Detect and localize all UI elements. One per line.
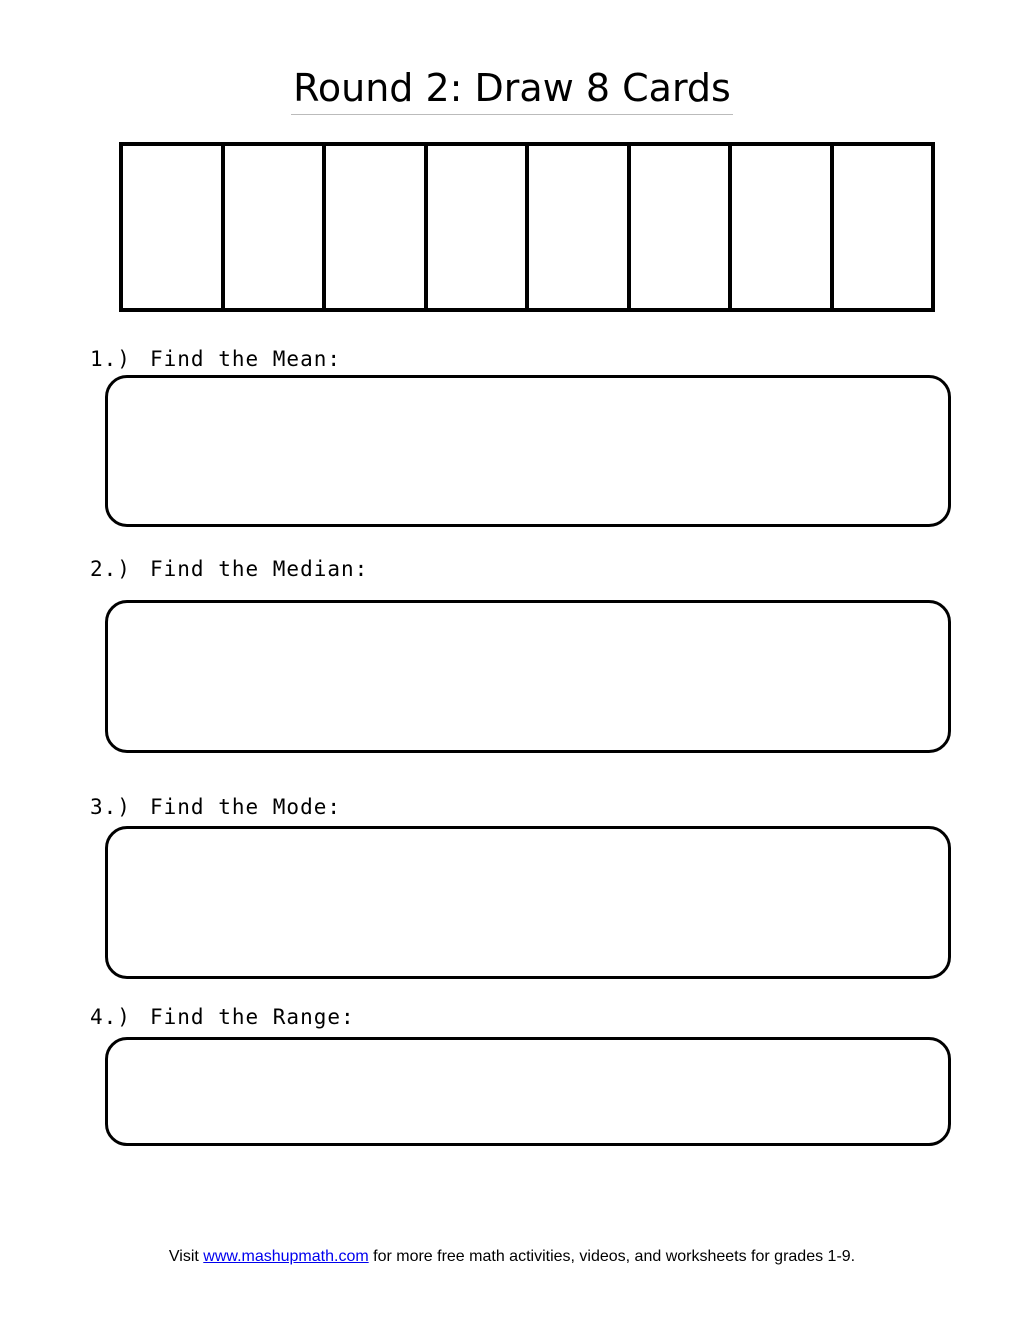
question-number: 3.) bbox=[90, 795, 131, 819]
page-title bbox=[0, 64, 1024, 112]
card-slot-7 bbox=[728, 146, 830, 308]
question-text: Find the Mode: bbox=[150, 795, 342, 819]
card-slot-2 bbox=[221, 146, 323, 308]
answer-box-median[interactable] bbox=[105, 600, 951, 753]
answer-box-range[interactable] bbox=[105, 1037, 951, 1146]
footer-suffix: for more free math activities, videos, and worksheets for grades 1-9. bbox=[368, 1248, 856, 1265]
footer-prefix: Visit bbox=[168, 1248, 204, 1265]
question-number: 2.) bbox=[90, 557, 131, 581]
card-slot-8 bbox=[830, 146, 932, 308]
question-3-label bbox=[90, 794, 341, 820]
footer-note bbox=[0, 1247, 1024, 1267]
card-slot-5 bbox=[525, 146, 627, 308]
answer-box-mode[interactable] bbox=[105, 826, 951, 979]
card-slot-4 bbox=[424, 146, 526, 308]
card-slot-1 bbox=[123, 146, 221, 308]
question-text: Find the Median: bbox=[150, 557, 369, 581]
title-text: Round 2: Draw 8 Cards bbox=[291, 66, 733, 115]
question-2-label bbox=[90, 556, 368, 582]
question-4-label bbox=[90, 1004, 355, 1030]
card-slots bbox=[119, 142, 935, 312]
question-1-label bbox=[90, 346, 341, 372]
question-number: 1.) bbox=[90, 347, 131, 371]
answer-box-mean[interactable] bbox=[105, 375, 951, 527]
card-slot-6 bbox=[627, 146, 729, 308]
question-number: 4.) bbox=[90, 1005, 131, 1029]
question-text: Find the Mean: bbox=[150, 347, 342, 371]
card-slot-3 bbox=[322, 146, 424, 308]
question-text: Find the Range: bbox=[150, 1005, 355, 1029]
website-link[interactable]: www.mashupmath.com bbox=[203, 1248, 369, 1265]
